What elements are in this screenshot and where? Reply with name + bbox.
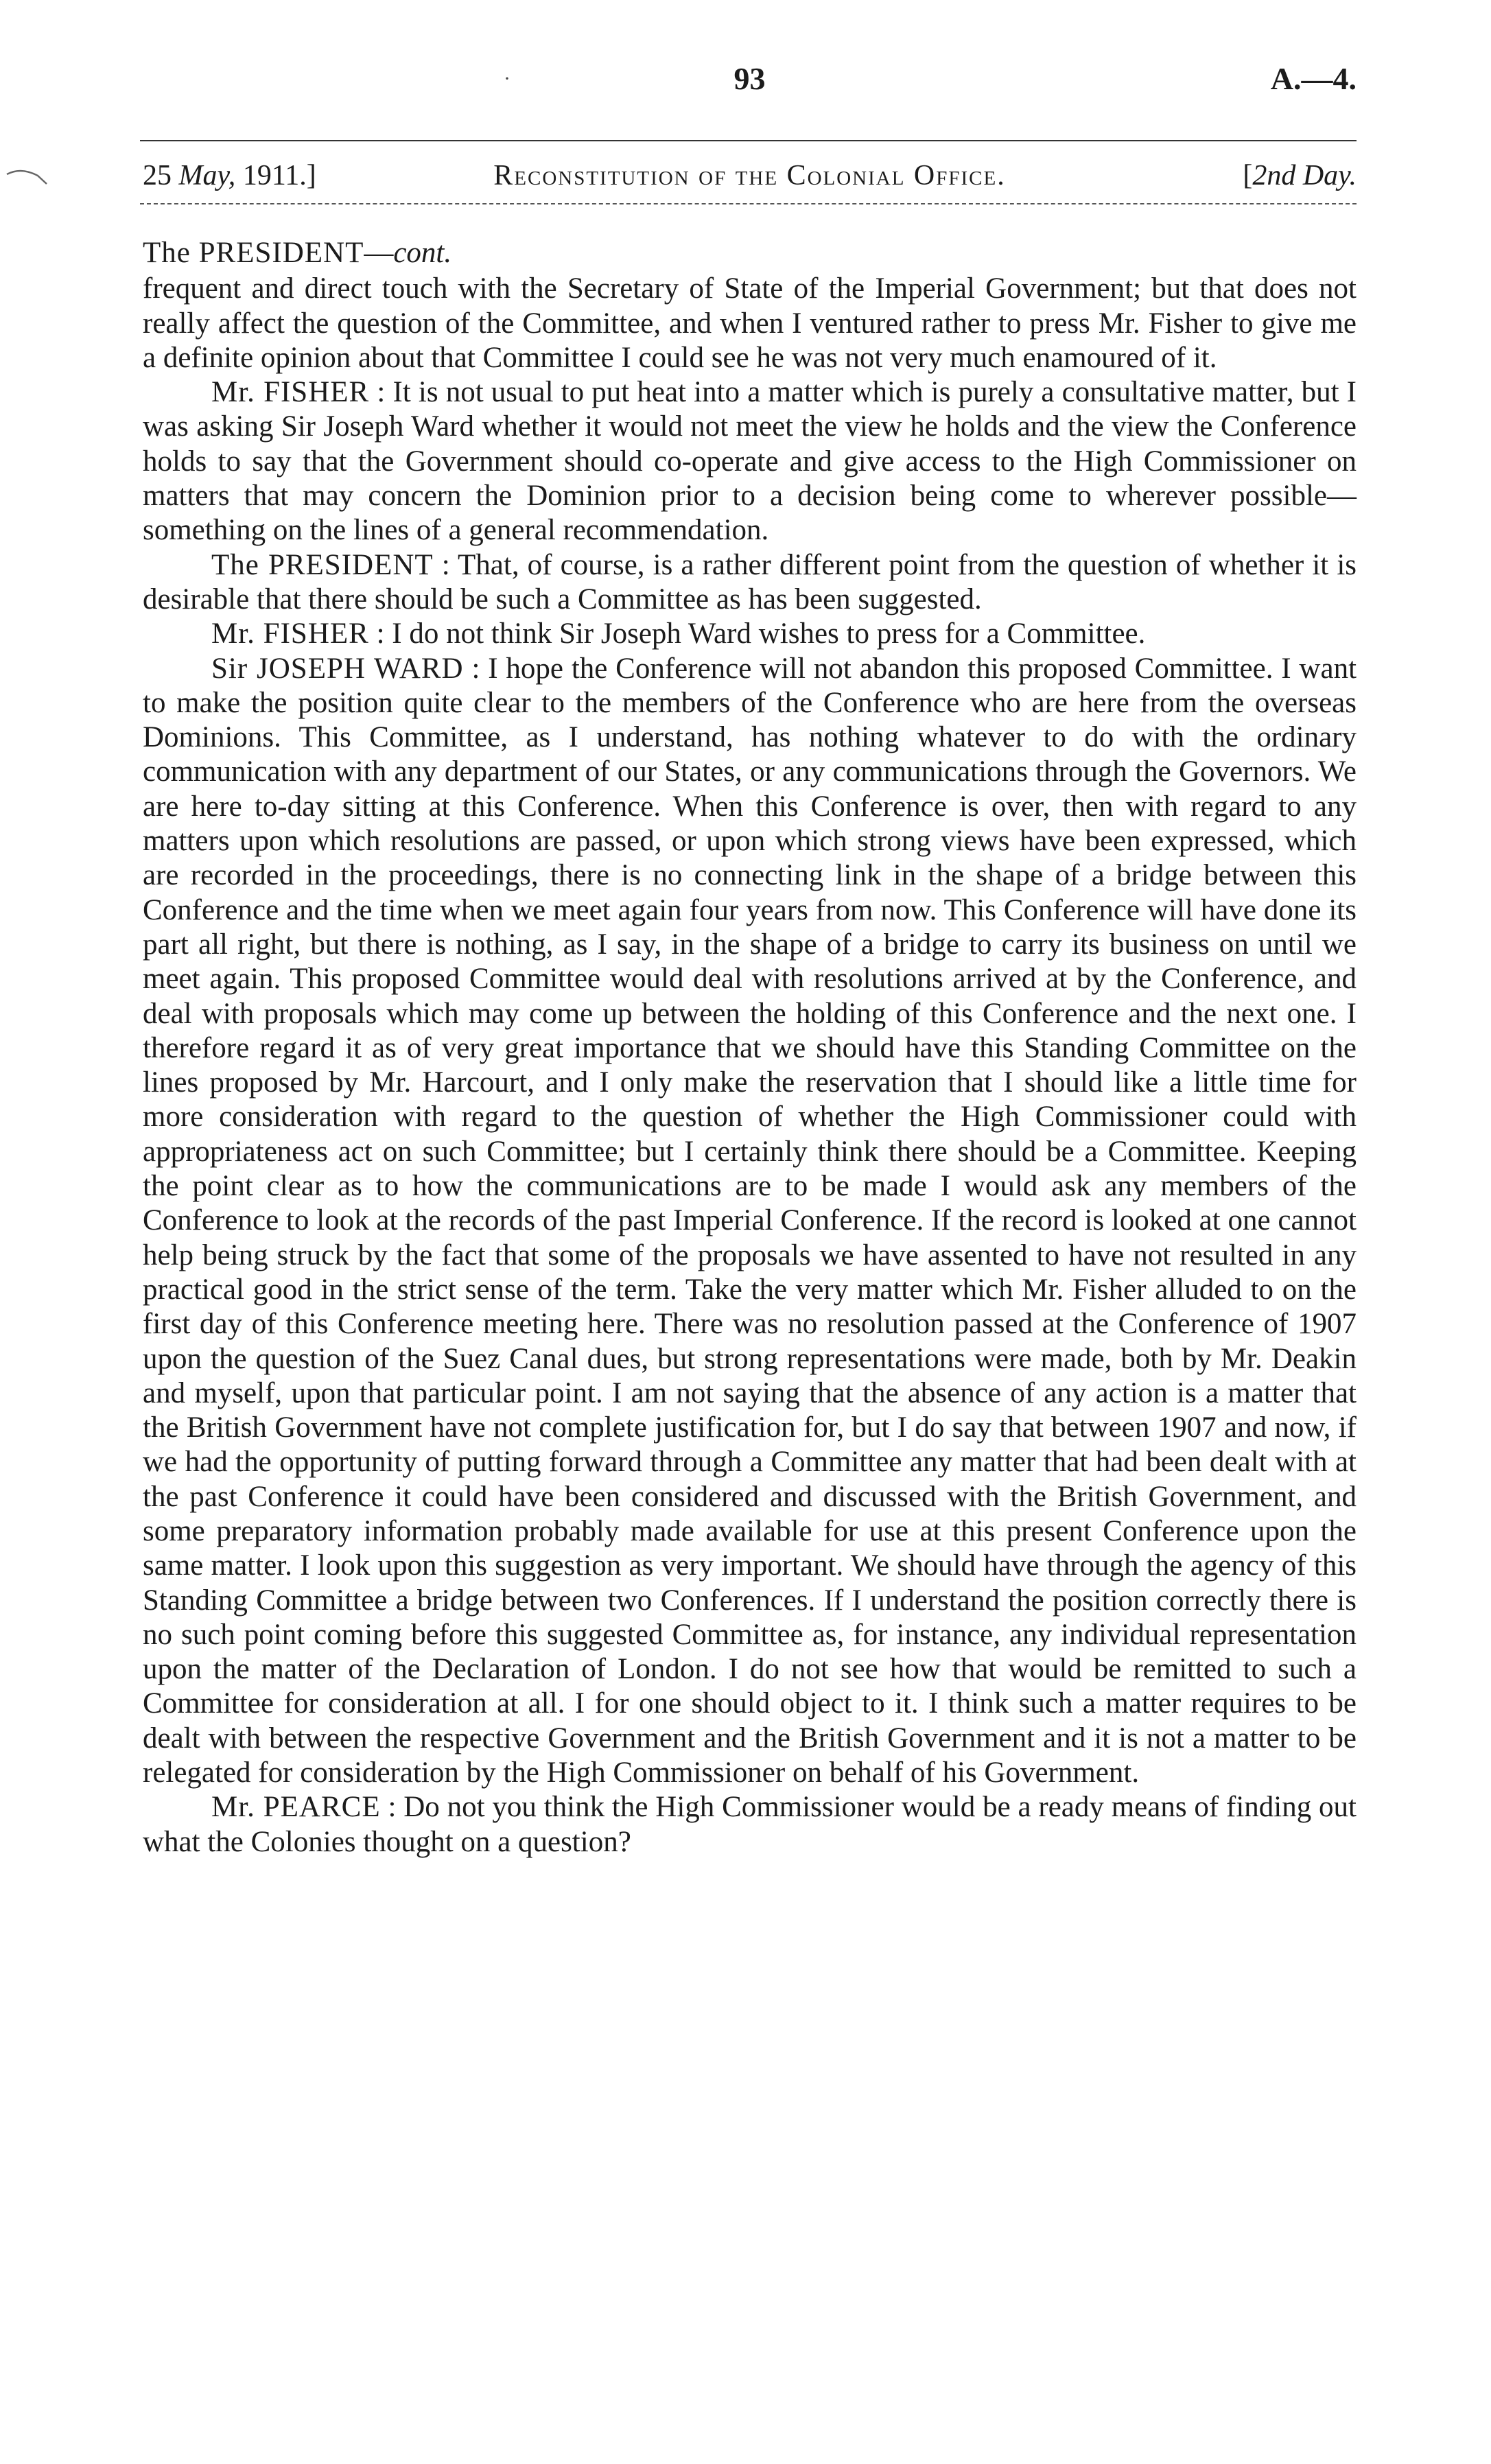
speech-paragraph <box>143 375 1357 548</box>
continued-speaker-name: The PRESIDENT <box>143 237 364 269</box>
speaker-name: Mr. FISHER <box>211 376 370 409</box>
day-bracket: [ <box>1243 160 1253 191</box>
running-head-title: Reconstitution of the Colonial Office. <box>493 160 1006 191</box>
header-rule-top <box>140 140 1357 141</box>
series-reference: A.—4. <box>1270 61 1357 96</box>
running-head-day <box>1243 159 1357 192</box>
speech-text: : That, of course, is a rather different point from the question of whether it is desirable that there should be such a Committee as has been suggested. <box>143 548 1357 615</box>
header-rule-bottom <box>140 203 1357 204</box>
continued-marker: cont. <box>393 237 452 269</box>
speaker-name: The PRESIDENT <box>211 548 434 581</box>
margin-pencil-mark <box>0 165 55 192</box>
date-month: May, <box>178 160 236 191</box>
page-number: 93 <box>733 61 766 96</box>
page-header <box>143 60 1357 102</box>
date-day: 25 <box>143 160 179 191</box>
speech-text: frequent and direct touch with the Secretary of State of the Imperial Government; but that does not really affect the question of the Committee, and when I ventured rather to press Mr. Fisher to give me a definite opinion about that Committee I could see he was not very much enamoured of it. <box>143 272 1357 374</box>
print-mark: · <box>504 67 510 90</box>
continued-speaker: The PRESIDENT—cont. <box>143 237 452 269</box>
speech-text: : I hope the Conference will not abandon this proposed Committee. I want to make the position quite clear to the members of the Conference who are here from the overseas Dominions. This Committee, as I understand, has nothing whatever to do with the ordinary communication with any department of our States, or any communications through the Governors. We are here to-day sitting at this Conference. When this Conference is over, then with regard to any matters upon which resolutions are passed, or upon which strong views have been expressed, which are recorded in the proceedings, there is no connecting link in the shape of a bridge between this Conference and the time when we meet again four years from now. This Conference will have done its part all right, but there is nothing, as I say, in the shape of a bridge to carry its business on until we meet again. This proposed Committee would deal with resolutions arrived at by the Conference, and deal with proposals which may come up between the holding of this Conference and the next one. I therefore regard it as of very great importance that we should have this Standing Committee on the lines proposed by Mr. Harcourt, and I only make the reservation that I should like a little time for more consideration with regard to the question of whether the High Commissioner could with appropriateness act on such Committee; but I certainly think there should be a Committee. Keeping the point clear as to how the communications are to be made I would ask any members of the Conference to look at the records of the past Imperial Conference. If the record is looked at one cannot help being struck by the fact that some of the proposals we have assented to have not resulted in any practical good in the strict sense of the term. Take the very matter which Mr. Fisher alluded to on the first day of this Conference meeting here. There was no resolution passed at the Conference of 1907 upon the question of the Suez Canal dues, but strong representations were made, both by Mr. Deakin and myself, upon that particular point. I am not saying that the absence of any action is a matter that the British Government have not complete justification for, but I do say that between 1907 and now, if we had the opportunity of putting forward through a Committee any matter that had been dealt with at the past Conference it could have been considered and discussed with the British Government, and some preparatory information probably made available for use at this present Conference upon the same matter. I look upon this suggestion as very important. We should have through the agency of this Standing Committee a bridge between two Conferences. If I understand the position correctly there is no such point coming before this suggested Committee as, for instance, any individual representation upon the matter of the Declaration of London. I do not see how that would be remitted to such a Committee for consideration at all. I for one should object to it. I think such a matter requires to be dealt with between the respective Government and the British Government and it is not a matter to be relegated for consideration by the High Commissioner on behalf of his Government. <box>143 652 1357 1790</box>
speaker-name: Mr. PEARCE <box>211 1791 381 1824</box>
speech-paragraph <box>143 548 1357 618</box>
speaker-name: Mr. FISHER <box>211 618 369 650</box>
running-head <box>143 159 1357 200</box>
speaker-name: Sir JOSEPH WARD <box>211 652 464 685</box>
speech-text: : I do not think Sir Joseph Ward wishes to press for a Committee. <box>376 618 1146 650</box>
paragraph-list <box>143 272 1357 1859</box>
speech-paragraph <box>143 617 1357 651</box>
date-year: 1911.] <box>235 160 316 191</box>
speech-text: : It is not usual to put heat into a matter which is purely a consultative matter, but I was asking Sir Joseph Ward whether it would not meet the view he holds and the view the Conference holds to say that the Government should co-operate and give access to the High Commissioner on matters that may concern the Dominion prior to a decision being come to wherever possible—something on the lines of a general recommendation. <box>143 376 1357 547</box>
speech-paragraph <box>143 1790 1357 1859</box>
speech-paragraph <box>143 272 1357 375</box>
speech-paragraph <box>143 652 1357 1791</box>
debate-text <box>143 236 1357 1859</box>
day-label: 2nd Day. <box>1252 160 1357 191</box>
speech-text: : Do not you think the High Commissioner would be a ready means of finding out what the Colonies thought on a question? <box>143 1791 1357 1858</box>
